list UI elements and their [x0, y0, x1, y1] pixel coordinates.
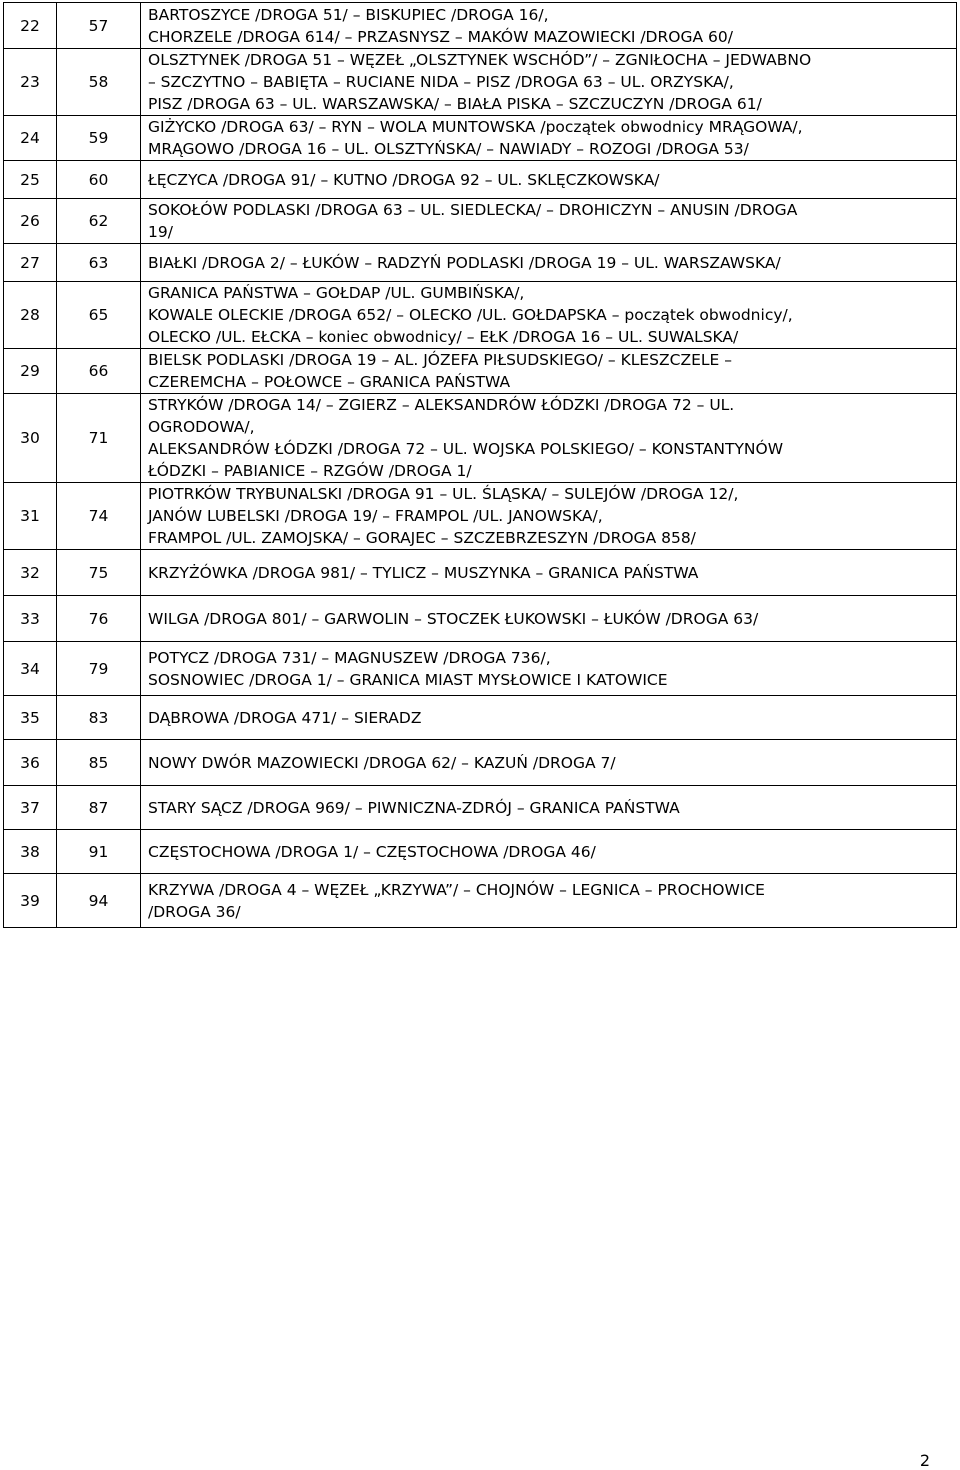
route-line: KOWALE OLECKIE /DROGA 652/ – OLECKO /UL. GOŁDAPSKA – początek obwodnicy/,	[148, 306, 793, 324]
road-number: 75	[57, 550, 141, 596]
road-number: 94	[57, 874, 141, 928]
route-line: GRANICA PAŃSTWA – GOŁDAP /UL. GUMBIŃSKA/,	[148, 284, 525, 302]
route-line: FRAMPOL /UL. ZAMOJSKA/ – GORAJEC – SZCZEBRZESZYN /DROGA 858/	[148, 529, 696, 547]
table-row	[4, 349, 957, 394]
route-line: POTYCZ /DROGA 731/ – MAGNUSZEW /DROGA 736/,	[148, 648, 551, 667]
row-ordinal: 30	[4, 394, 57, 483]
route-description	[141, 696, 957, 740]
table-row	[4, 642, 957, 696]
route-description	[141, 199, 957, 244]
route-table	[3, 2, 957, 928]
route-line: ŁĘCZYCA /DROGA 91/ – KUTNO /DROGA 92 – UL. SKLĘCZKOWSKA/	[148, 170, 660, 189]
table-row	[4, 244, 957, 282]
table-row	[4, 3, 957, 49]
row-ordinal: 24	[4, 116, 57, 161]
route-description	[141, 786, 957, 830]
page-number: 2	[919, 1451, 930, 1470]
route-description	[141, 116, 957, 161]
route-line: 19/	[148, 223, 173, 241]
route-line: JANÓW LUBELSKI /DROGA 19/ – FRAMPOL /UL. JANOWSKA/,	[148, 507, 603, 525]
row-ordinal: 36	[4, 740, 57, 786]
road-number: 63	[57, 244, 141, 282]
table-row	[4, 116, 957, 161]
table-row	[4, 199, 957, 244]
row-ordinal: 38	[4, 830, 57, 874]
route-line: OLECKO /UL. EŁCKA – koniec obwodnicy/ – EŁK /DROGA 16 – UL. SUWALSKA/	[148, 328, 739, 346]
route-line: WILGA /DROGA 801/ – GARWOLIN – STOCZEK ŁUKOWSKI – ŁUKÓW /DROGA 63/	[148, 609, 759, 628]
row-ordinal: 28	[4, 282, 57, 349]
row-ordinal: 22	[4, 3, 57, 49]
route-description	[141, 596, 957, 642]
row-ordinal: 26	[4, 199, 57, 244]
road-number: 60	[57, 161, 141, 199]
route-description	[141, 642, 957, 696]
route-line: PIOTRKÓW TRYBUNALSKI /DROGA 91 – UL. ŚLĄSKA/ – SULEJÓW /DROGA 12/,	[148, 485, 739, 503]
road-number: 74	[57, 483, 141, 550]
row-ordinal: 33	[4, 596, 57, 642]
route-line: OGRODOWA/,	[148, 418, 255, 436]
table-row	[4, 550, 957, 596]
route-line: KRZYWA /DROGA 4 – WĘZEŁ „KRZYWA”/ – CHOJNÓW – LEGNICA – PROCHOWICE	[148, 880, 765, 899]
table-row	[4, 596, 957, 642]
route-description	[141, 49, 957, 116]
route-line: ALEKSANDRÓW ŁÓDZKI /DROGA 72 – UL. WOJSKA POLSKIEGO/ – KONSTANTYNÓW	[148, 440, 784, 458]
route-description	[141, 740, 957, 786]
route-line: CHORZELE /DROGA 614/ – PRZASNYSZ – MAKÓW MAZOWIECKI /DROGA 60/	[148, 27, 733, 46]
route-description	[141, 349, 957, 394]
route-line: STARY SĄCZ /DROGA 969/ – PIWNICZNA-ZDRÓJ – GRANICA PAŃSTWA	[148, 798, 680, 817]
row-ordinal: 31	[4, 483, 57, 550]
route-line: SOKOŁÓW PODLASKI /DROGA 63 – UL. SIEDLECKA/ – DROHICZYN – ANUSIN /DROGA	[148, 201, 798, 219]
route-line: DĄBROWA /DROGA 471/ – SIERADZ	[148, 708, 422, 727]
route-line: /DROGA 36/	[148, 902, 241, 921]
route-description	[141, 874, 957, 928]
table-row	[4, 161, 957, 199]
road-number: 65	[57, 282, 141, 349]
road-number: 59	[57, 116, 141, 161]
table-row	[4, 874, 957, 928]
row-ordinal: 34	[4, 642, 57, 696]
route-line: STRYKÓW /DROGA 14/ – ZGIERZ – ALEKSANDRÓW ŁÓDZKI /DROGA 72 – UL.	[148, 396, 735, 414]
road-number: 76	[57, 596, 141, 642]
route-description	[141, 282, 957, 349]
table-row	[4, 394, 957, 483]
route-line: BIAŁKI /DROGA 2/ – ŁUKÓW – RADZYŃ PODLASKI /DROGA 19 – UL. WARSZAWSKA/	[148, 253, 781, 272]
road-number: 57	[57, 3, 141, 49]
row-ordinal: 25	[4, 161, 57, 199]
route-line: SOSNOWIEC /DROGA 1/ – GRANICA MIAST MYSŁOWICE I KATOWICE	[148, 670, 668, 689]
table-row	[4, 830, 957, 874]
row-ordinal: 39	[4, 874, 57, 928]
road-number: 62	[57, 199, 141, 244]
road-number: 58	[57, 49, 141, 116]
route-table-body	[4, 3, 957, 928]
row-ordinal: 35	[4, 696, 57, 740]
table-row	[4, 696, 957, 740]
route-description	[141, 3, 957, 49]
route-line: CZEREMCHA – POŁOWCE – GRANICA PAŃSTWA	[148, 373, 511, 391]
route-line: KRZYŻÓWKA /DROGA 981/ – TYLICZ – MUSZYNKA – GRANICA PAŃSTWA	[148, 563, 699, 582]
row-ordinal: 37	[4, 786, 57, 830]
row-ordinal: 29	[4, 349, 57, 394]
road-number: 71	[57, 394, 141, 483]
table-row	[4, 49, 957, 116]
row-ordinal: 23	[4, 49, 57, 116]
row-ordinal: 27	[4, 244, 57, 282]
road-number: 83	[57, 696, 141, 740]
route-line: MRĄGOWO /DROGA 16 – UL. OLSZTYŃSKA/ – NAWIADY – ROZOGI /DROGA 53/	[148, 140, 749, 158]
table-row	[4, 786, 957, 830]
table-row	[4, 483, 957, 550]
road-number: 79	[57, 642, 141, 696]
route-description	[141, 483, 957, 550]
road-number: 87	[57, 786, 141, 830]
road-number: 91	[57, 830, 141, 874]
road-number: 85	[57, 740, 141, 786]
row-ordinal: 32	[4, 550, 57, 596]
route-line: ŁÓDZKI – PABIANICE – RZGÓW /DROGA 1/	[148, 462, 472, 480]
route-line: NOWY DWÓR MAZOWIECKI /DROGA 62/ – KAZUŃ /DROGA 7/	[148, 753, 616, 772]
route-line: PISZ /DROGA 63 – UL. WARSZAWSKA/ – BIAŁA PISKA – SZCZUCZYN /DROGA 61/	[148, 95, 762, 113]
route-line: CZĘSTOCHOWA /DROGA 1/ – CZĘSTOCHOWA /DROGA 46/	[148, 842, 596, 861]
route-description	[141, 161, 957, 199]
table-row	[4, 282, 957, 349]
route-line: – SZCZYTNO – BABIĘTA – RUCIANE NIDA – PISZ /DROGA 63 – UL. ORZYSKA/,	[148, 73, 734, 91]
table-row	[4, 740, 957, 786]
route-line: BARTOSZYCE /DROGA 51/ – BISKUPIEC /DROGA 16/,	[148, 5, 549, 24]
route-description	[141, 394, 957, 483]
route-description	[141, 550, 957, 596]
route-line: GIŻYCKO /DROGA 63/ – RYN – WOLA MUNTOWSKA /początek obwodnicy MRĄGOWA/,	[148, 118, 803, 136]
road-number: 66	[57, 349, 141, 394]
route-line: OLSZTYNEK /DROGA 51 – WĘZEŁ „OLSZTYNEK WSCHÓD”/ – ZGNIŁOCHA – JEDWABNO	[148, 51, 812, 69]
route-description	[141, 830, 957, 874]
route-description	[141, 244, 957, 282]
route-line: BIELSK PODLASKI /DROGA 19 – AL. JÓZEFA PIŁSUDSKIEGO/ – KLESZCZELE –	[148, 351, 732, 369]
